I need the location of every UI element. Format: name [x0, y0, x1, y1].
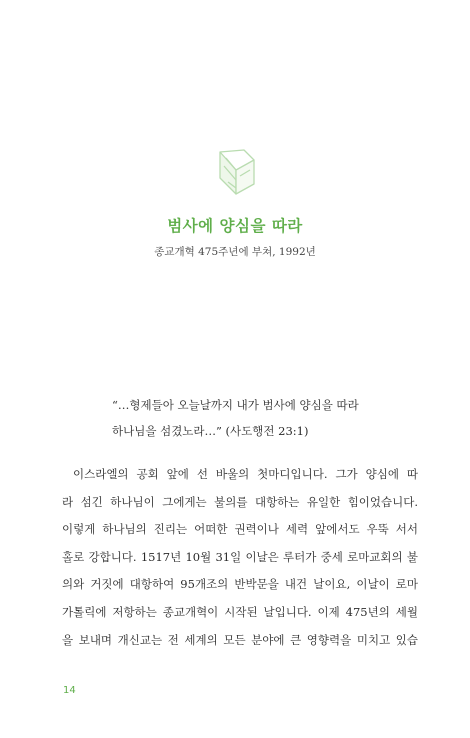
- quote-line: 하나님을 섬겼노라…” (사도행전 23:1): [112, 424, 309, 438]
- chapter-subtitle: 종교개혁 475주년에 부쳐, 1992년: [154, 246, 316, 258]
- body-line: 이렇게 하나님의 진리는 어떠한 권력이나 세력 앞에서도 우뚝 서서: [62, 522, 418, 537]
- chapter-title: 범사에 양심을 따라: [167, 217, 303, 235]
- body-paragraph: [62, 461, 418, 654]
- body-line: 홀로 강합니다. 1517년 10월 31일 이날은 루터가 중세 로마교회의 불: [62, 549, 418, 564]
- body-line: 이스라엘의 공회 앞에 선 바울의 첫마디입니다. 그가 양심에 따: [73, 467, 418, 481]
- body-line: 가톨릭에 저항하는 종교개혁이 시작된 날입니다. 이제 475년의 세월: [62, 604, 418, 619]
- body-line: 라 섬긴 하나님이 그에게는 불의를 대항하는 유일한 힘이었습니다.: [62, 494, 418, 509]
- scripture-quote: [112, 392, 432, 444]
- body-line: 의와 거짓에 대항하여 95개조의 반박문을 내건 날이요, 이날이 로마: [62, 577, 418, 592]
- body-line: 을 보내며 개신교는 전 세계의 모든 분야에 큰 영향력을 미치고 있습: [62, 632, 418, 647]
- page-number: 14: [63, 685, 76, 696]
- open-book-leaf-icon: [214, 148, 258, 198]
- quote-line: “…형제들아 오늘날까지 내가 범사에 양심을 따라: [112, 398, 359, 412]
